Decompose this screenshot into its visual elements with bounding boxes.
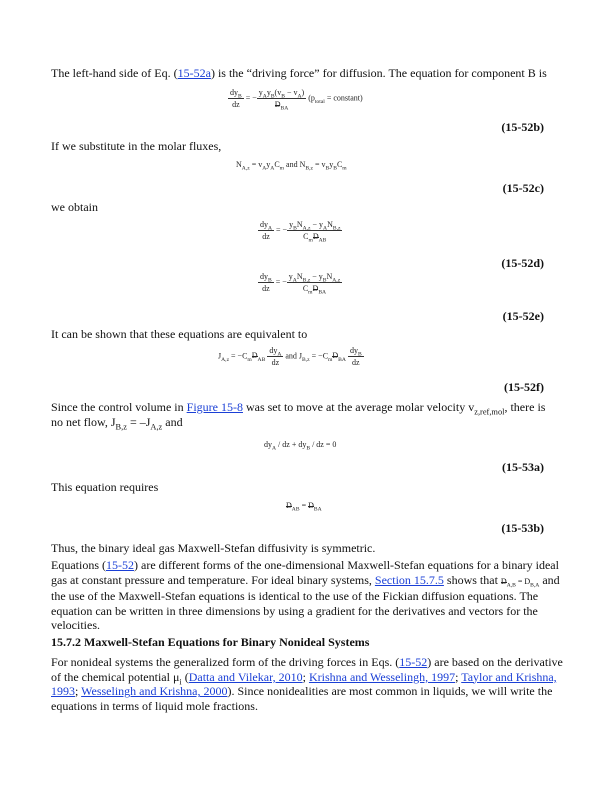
equation-number-15-52c: (15-52c) — [502, 181, 544, 195]
paragraph-we-obtain: we obtain — [51, 200, 98, 214]
link-datta-vilekar-2010[interactable]: Datta and Vilekar, 2010 — [188, 669, 303, 684]
paragraph-requires: This equation requires — [51, 480, 159, 494]
paragraph-symmetric: Thus, the binary ideal gas Maxwell-Stefan diffusivity is symmetric. — [51, 541, 376, 555]
equation-number-15-52e: (15-52e) — [502, 309, 544, 323]
equation-15-53b: $D_{AB} = D_{BA}$ — [286, 501, 322, 513]
equation-15-52f: $J_{A,z} = -C_mD_{AB}$ $\frac{dy_A}{dz}$ and $J_{B,z} = -C_mD_{BA}$ $\frac{dy_B}{dz}$ — [218, 346, 362, 367]
link-krishna-wesselingh-1997[interactable]: Krishna and Wesselingh, 1997 — [308, 669, 456, 684]
link-taylor-krishna-1993[interactable]: Taylor and Krishna, 1993 — [51, 669, 557, 699]
paragraph-substitute: If we substitute in the molar fluxes, — [51, 139, 222, 153]
equation-number-15-52f: (15-52f) — [504, 380, 544, 394]
link-wesselingh-krishna-2000[interactable]: Wesselingh and Krishna, 2000 — [81, 684, 228, 699]
link-eq-15-52a[interactable]: 15-52a — [177, 66, 211, 80]
link-section-15-7-5[interactable]: Section 15.7.5 — [374, 572, 444, 587]
paragraph-nonideal: For nonideal systems the generalized form of the driving forces in Eqs. (15-52) are based on the derivative of the chemical potential $\mu_i$ (Datta and Vilekar, 2010; Krishna and Wesselingh, 1997; Taylor and Krishna, 1993; Wesselingh and Krishna, 2000). Since nonidealities are most common in liquids, we will write the equations in terms of liquid mole fractions. — [51, 655, 563, 713]
equation-number-15-53b: (15-53b) — [501, 521, 544, 535]
equation-number-15-53a: (15-53a) — [502, 460, 544, 474]
link-figure-15-8[interactable]: Figure 15-8 — [186, 400, 243, 414]
equation-15-52d: $\frac{dy_A}{dz}$ = − $\frac{y_BN_{A,z} - y_AN_{B,z}}{C_mD_{AB}}$ — [260, 220, 341, 244]
equation-number-15-52b: (15-52b) — [501, 120, 544, 134]
link-eqs-15-52[interactable]: 15-52 — [399, 655, 428, 669]
equation-15-52c: $N_{A,z} = v_Ay_AC_m$ and $N_{B,z} = v_By_BC_m$ — [236, 160, 347, 172]
link-eq-15-52[interactable]: 15-52 — [106, 558, 134, 572]
paragraph-equivalent: It can be shown that these equations are equivalent to — [51, 327, 308, 341]
paragraph-driving-force: The left-hand side of Eq. (15-52a) is the “driving force” for diffusion. The equation for component B is — [51, 66, 547, 80]
equation-number-15-52d: (15-52d) — [501, 256, 544, 270]
section-heading: 15.7.2 Maxwell-Stefan Equations for Binary Nonideal Systems — [51, 635, 370, 649]
paragraph-equations-forms: Equations (15-52) are different forms of the one-dimensional Maxwell-Stefan equations for a binary ideal gas at constant pressure and temperature. For ideal binary systems, Section 15.7.5 shows that $D_{A,B} = D_{B,A}$ and the use of the Maxwell-Stefan equations is identical to the use of the Fickian diffusion equations. The equation can be written in three dimensions by using a gradient for the derivatives and vectors for the velocities. — [51, 558, 560, 633]
paragraph-control-volume: Since the control volume in Figure 15-8 was set to move at the average molar velocity $v_{z,ref,mol}$, there is no net flow, $J_{B,z} = -J_{A,z}$ and — [51, 400, 546, 431]
equation-15-53a: $dy_A$ / dz + $dy_B$ / dz = 0 — [264, 440, 337, 452]
equation-15-52b: $\frac{dy_B}{dz}$ = − $\frac{y_Ay_B(v_B - v_A)}{D_{BA}}$ ($p_{total}$ = constant) — [230, 88, 363, 112]
equation-15-52e: $\frac{dy_B}{dz}$ = − $\frac{y_AN_{B,z} - y_BN_{A,z}}{C_mD_{BA}}$ — [260, 272, 341, 296]
